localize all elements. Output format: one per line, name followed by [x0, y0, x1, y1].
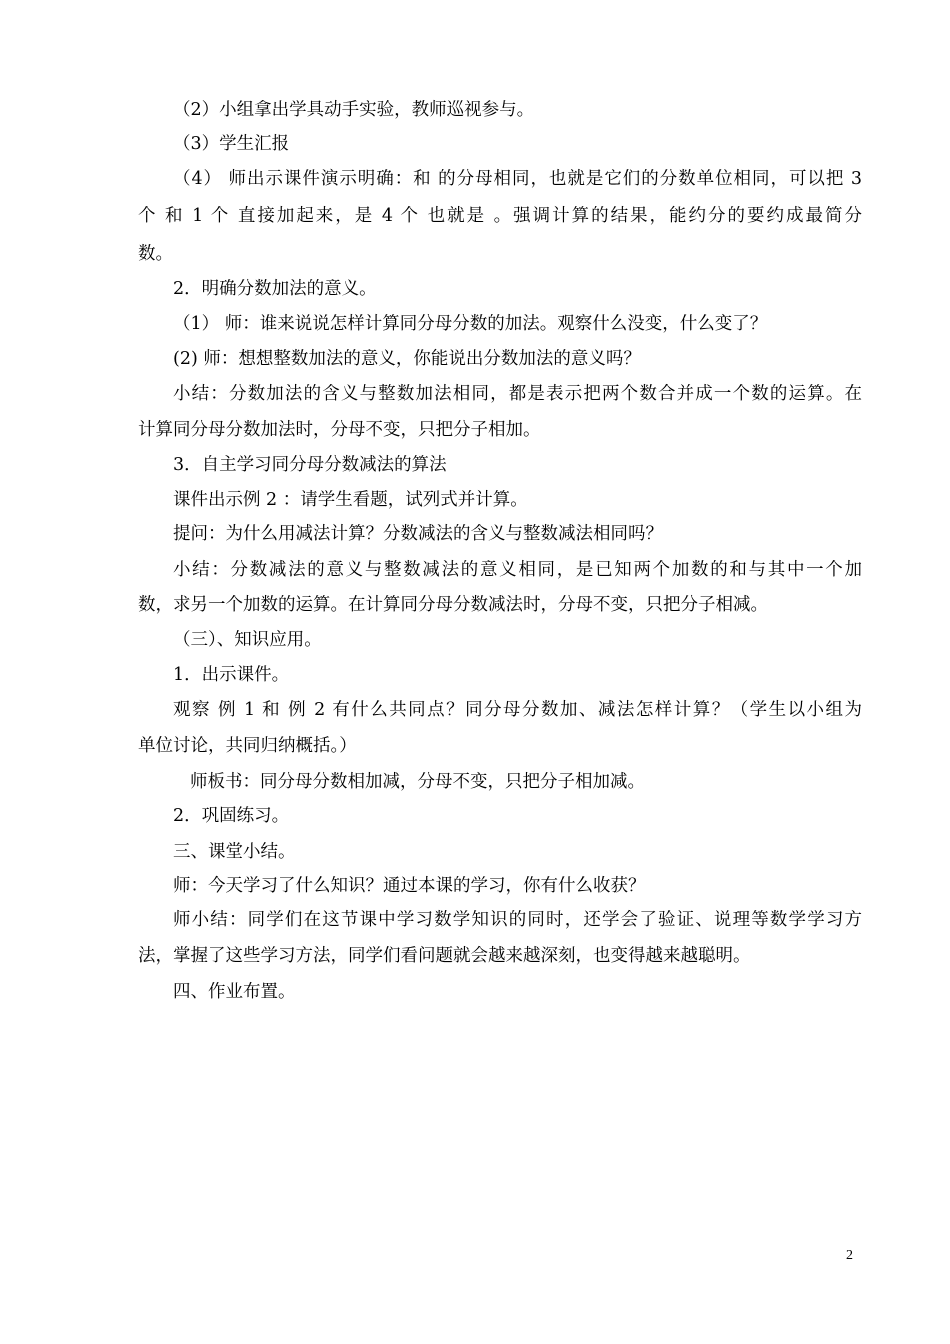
page-number: 2 — [846, 1248, 853, 1263]
text-line: (2) 师：想想整数加法的意义，你能说出分数加法的意义吗？ — [173, 349, 641, 369]
text-line: 三、课堂小结。 — [173, 842, 296, 862]
text-line: （2）小组拿出学具动手实验，教师巡视参与。 — [173, 100, 535, 120]
text-line: 小结：分数减法的意义与整数减法的意义相同，是已知两个加数的和与其中一个加 — [173, 560, 862, 580]
text-line: 法，掌握了这些学习方法，同学们看问题就会越来越深刻，也变得越来越聪明。 — [138, 946, 751, 966]
text-line: 提问：为什么用减法计算？分数减法的含义与整数减法相同吗？ — [173, 524, 663, 544]
text-line: 四、作业布置。 — [173, 982, 296, 1002]
text-line: 师小结：同学们在这节课中学习数学知识的同时，还学会了验证、说理等数学学习方 — [173, 910, 862, 930]
text-line: 3．自主学习同分母分数减法的算法 — [173, 455, 447, 475]
text-line: 数。 — [138, 244, 173, 264]
text-line: （3）学生汇报 — [173, 134, 290, 154]
text-line: 计算同分母分数加法时，分母不变，只把分子相加。 — [138, 420, 541, 440]
text-line: 2．巩固练习。 — [173, 806, 290, 826]
text-line: （4） 师出示课件演示明确：和 的分母相同，也就是它们的分数单位相同，可以把 3 — [173, 169, 862, 189]
text-line: 小结：分数加法的含义与整数加法相同，都是表示把两个数合并成一个数的运算。在 — [173, 384, 862, 404]
text-line: （三）、知识应用。 — [173, 630, 322, 650]
text-line: 观察 例 1 和 例 2 有什么共同点？同分母分数加、减法怎样计算？（学生以小组为 — [173, 700, 862, 720]
text-line: 1．出示课件。 — [173, 665, 290, 685]
text-line: 课件出示例 2 ：请学生看题，试列式并计算。 — [173, 490, 528, 510]
text-line: 个 和 1 个 直接加起来，是 4 个 也就是 。强调计算的结果，能约分的要约成最简分 — [138, 206, 862, 226]
text-line: 师：今天学习了什么知识？通过本课的学习，你有什么收获？ — [173, 876, 646, 896]
text-line: 师板书：同分母分数相加减，分母不变，只把分子相加减。 — [190, 772, 645, 792]
text-line: 单位讨论，共同归纳概括。） — [138, 736, 357, 756]
text-line: 2．明确分数加法的意义。 — [173, 279, 377, 299]
text-line: 数，求另一个加数的运算。在计算同分母分数减法时，分母不变，只把分子相减。 — [138, 595, 768, 615]
text-line: （1） 师：谁来说说怎样计算同分母分数的加法。观察什么没变，什么变了？ — [173, 314, 768, 334]
